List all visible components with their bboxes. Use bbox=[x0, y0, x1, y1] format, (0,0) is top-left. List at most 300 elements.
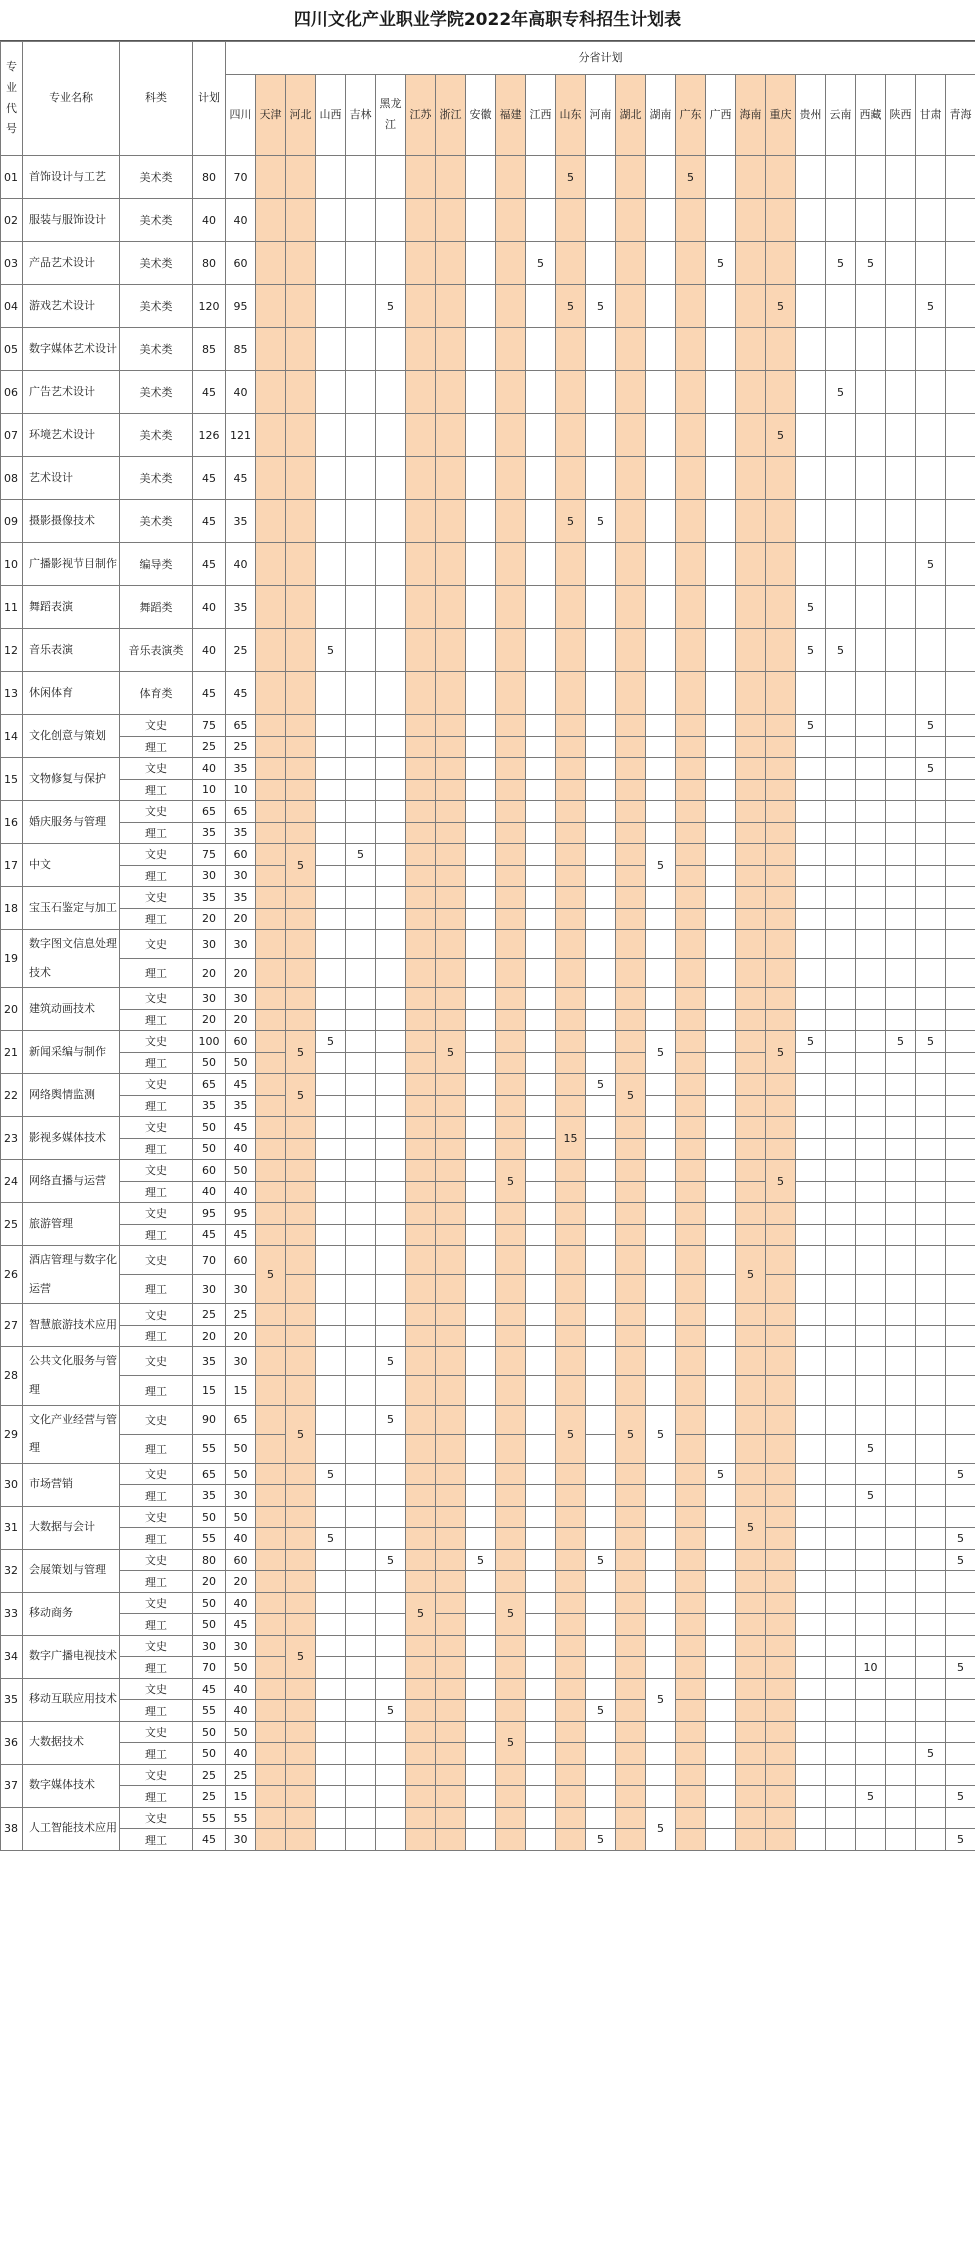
province-cell-11 bbox=[556, 822, 586, 844]
province-cell-2 bbox=[286, 1246, 316, 1275]
province-cell-11 bbox=[556, 1678, 586, 1700]
province-cell-2 bbox=[286, 1786, 316, 1808]
province-cell-6 bbox=[406, 908, 436, 930]
province-cell-7 bbox=[436, 1786, 466, 1808]
province-cell-23 bbox=[916, 801, 946, 823]
province-cell-3 bbox=[316, 199, 346, 242]
province-cell-14: 5 bbox=[646, 1678, 676, 1721]
province-cell-15 bbox=[676, 1347, 706, 1376]
province-cell-24: 5 bbox=[946, 1549, 975, 1571]
province-cell-9 bbox=[496, 199, 526, 242]
province-cell-4 bbox=[346, 285, 376, 328]
plan-total-cell: 65 bbox=[193, 801, 226, 823]
table-body bbox=[1, 156, 975, 1851]
province-cell-14 bbox=[646, 908, 676, 930]
province-cell-8 bbox=[466, 371, 496, 414]
province-cell-8 bbox=[466, 1325, 496, 1347]
province-cell-1 bbox=[256, 500, 286, 543]
province-header: 河南 bbox=[586, 75, 616, 156]
province-cell-21 bbox=[856, 199, 886, 242]
province-cell-14 bbox=[646, 959, 676, 988]
province-cell-13 bbox=[616, 758, 646, 780]
province-cell-5 bbox=[376, 1304, 406, 1326]
province-cell-13 bbox=[616, 1304, 646, 1326]
province-cell-19 bbox=[796, 1181, 826, 1203]
province-cell-6 bbox=[406, 1764, 436, 1786]
province-cell-6 bbox=[406, 801, 436, 823]
province-cell-24 bbox=[946, 1506, 975, 1528]
province-cell-14 bbox=[646, 543, 676, 586]
province-cell-11 bbox=[556, 1052, 586, 1074]
province-cell-21 bbox=[856, 1074, 886, 1096]
province-cell-22 bbox=[886, 1829, 916, 1851]
province-header: 海南 bbox=[736, 75, 766, 156]
province-cell-1 bbox=[256, 1224, 286, 1246]
province-cell-3 bbox=[316, 1181, 346, 1203]
province-cell-20 bbox=[826, 1463, 856, 1485]
province-cell-18 bbox=[766, 672, 796, 715]
province-header: 山东 bbox=[556, 75, 586, 156]
province-cell-3 bbox=[316, 1376, 346, 1405]
category-cell: 文史 bbox=[120, 1246, 193, 1275]
province-cell-5 bbox=[376, 1275, 406, 1304]
province-cell-20 bbox=[826, 1434, 856, 1463]
province-cell-14 bbox=[646, 1181, 676, 1203]
province-cell-6 bbox=[406, 1571, 436, 1593]
province-cell-14 bbox=[646, 822, 676, 844]
province-cell-24 bbox=[946, 822, 975, 844]
province-cell-1 bbox=[256, 822, 286, 844]
province-cell-14 bbox=[646, 1786, 676, 1808]
province-cell-10 bbox=[526, 1528, 556, 1550]
province-cell-0: 25 bbox=[226, 736, 256, 758]
province-cell-17 bbox=[736, 1786, 766, 1808]
province-cell-5 bbox=[376, 1592, 406, 1614]
province-cell-2 bbox=[286, 1743, 316, 1765]
province-cell-16 bbox=[706, 887, 736, 909]
province-cell-13 bbox=[616, 1721, 646, 1743]
province-cell-12 bbox=[586, 1721, 616, 1743]
province-cell-18 bbox=[766, 1678, 796, 1700]
province-cell-23 bbox=[916, 414, 946, 457]
province-cell-15 bbox=[676, 586, 706, 629]
province-cell-12 bbox=[586, 1463, 616, 1485]
province-cell-4 bbox=[346, 1347, 376, 1376]
province-cell-22 bbox=[886, 1376, 916, 1405]
province-header: 吉林 bbox=[346, 75, 376, 156]
province-cell-0: 50 bbox=[226, 1463, 256, 1485]
province-cell-19 bbox=[796, 887, 826, 909]
major-code: 12 bbox=[1, 629, 23, 672]
province-cell-17 bbox=[736, 1614, 766, 1636]
province-cell-8 bbox=[466, 844, 496, 866]
province-cell-3 bbox=[316, 865, 346, 887]
province-cell-18 bbox=[766, 156, 796, 199]
province-cell-8 bbox=[466, 1721, 496, 1743]
province-cell-2 bbox=[286, 1528, 316, 1550]
province-cell-1 bbox=[256, 1138, 286, 1160]
province-cell-5 bbox=[376, 908, 406, 930]
province-cell-9 bbox=[496, 1463, 526, 1485]
province-cell-24 bbox=[946, 1721, 975, 1743]
province-cell-23 bbox=[916, 865, 946, 887]
plan-total-cell: 20 bbox=[193, 959, 226, 988]
province-cell-20 bbox=[826, 844, 856, 866]
province-cell-3 bbox=[316, 1160, 346, 1182]
province-cell-12 bbox=[586, 1764, 616, 1786]
province-cell-20 bbox=[826, 1571, 856, 1593]
province-cell-11 bbox=[556, 988, 586, 1010]
province-cell-9 bbox=[496, 156, 526, 199]
province-cell-3 bbox=[316, 672, 346, 715]
category-cell: 理工 bbox=[120, 1743, 193, 1765]
province-cell-23 bbox=[916, 1376, 946, 1405]
province-cell-0: 20 bbox=[226, 908, 256, 930]
province-cell-12 bbox=[586, 1052, 616, 1074]
province-cell-21 bbox=[856, 500, 886, 543]
province-cell-19 bbox=[796, 1743, 826, 1765]
province-cell-22 bbox=[886, 371, 916, 414]
province-cell-23 bbox=[916, 242, 946, 285]
province-cell-9 bbox=[496, 285, 526, 328]
province-cell-1 bbox=[256, 285, 286, 328]
category-cell: 理工 bbox=[120, 1434, 193, 1463]
province-cell-0: 10 bbox=[226, 779, 256, 801]
province-cell-19 bbox=[796, 1138, 826, 1160]
province-cell-13 bbox=[616, 1635, 646, 1657]
province-cell-18 bbox=[766, 736, 796, 758]
province-cell-20 bbox=[826, 1678, 856, 1700]
province-cell-19 bbox=[796, 1325, 826, 1347]
province-cell-8 bbox=[466, 801, 496, 823]
province-cell-22 bbox=[886, 865, 916, 887]
province-cell-3 bbox=[316, 1246, 346, 1275]
province-cell-7 bbox=[436, 1721, 466, 1743]
province-cell-2 bbox=[286, 1325, 316, 1347]
province-cell-22 bbox=[886, 1246, 916, 1275]
province-cell-21 bbox=[856, 1721, 886, 1743]
province-cell-0: 40 bbox=[226, 1181, 256, 1203]
province-cell-13 bbox=[616, 988, 646, 1010]
province-cell-23: 5 bbox=[916, 1031, 946, 1053]
province-cell-5 bbox=[376, 779, 406, 801]
province-cell-5 bbox=[376, 1376, 406, 1405]
province-cell-13 bbox=[616, 1117, 646, 1139]
province-cell-3 bbox=[316, 988, 346, 1010]
province-cell-3 bbox=[316, 1614, 346, 1636]
province-cell-11 bbox=[556, 1463, 586, 1485]
province-cell-8 bbox=[466, 1764, 496, 1786]
province-cell-16 bbox=[706, 1347, 736, 1376]
table-row bbox=[1, 1807, 975, 1829]
province-cell-24: 5 bbox=[946, 1528, 975, 1550]
plan-total-cell: 45 bbox=[193, 543, 226, 586]
province-cell-11 bbox=[556, 672, 586, 715]
province-cell-11 bbox=[556, 586, 586, 629]
province-cell-3 bbox=[316, 156, 346, 199]
province-cell-11 bbox=[556, 736, 586, 758]
province-cell-17 bbox=[736, 1009, 766, 1031]
province-cell-15 bbox=[676, 1074, 706, 1096]
province-cell-9 bbox=[496, 1376, 526, 1405]
province-cell-2 bbox=[286, 242, 316, 285]
province-cell-13 bbox=[616, 1275, 646, 1304]
province-cell-7 bbox=[436, 1138, 466, 1160]
province-cell-17 bbox=[736, 199, 766, 242]
province-cell-24 bbox=[946, 457, 975, 500]
province-cell-4 bbox=[346, 1304, 376, 1326]
province-cell-1 bbox=[256, 1506, 286, 1528]
province-cell-10 bbox=[526, 586, 556, 629]
province-cell-16 bbox=[706, 1117, 736, 1139]
province-cell-7 bbox=[436, 629, 466, 672]
province-cell-7 bbox=[436, 715, 466, 737]
province-cell-14 bbox=[646, 1657, 676, 1679]
province-cell-24 bbox=[946, 779, 975, 801]
province-cell-9 bbox=[496, 1571, 526, 1593]
province-cell-15 bbox=[676, 959, 706, 988]
province-cell-24 bbox=[946, 285, 975, 328]
province-cell-20 bbox=[826, 285, 856, 328]
province-cell-14 bbox=[646, 1246, 676, 1275]
province-cell-21 bbox=[856, 629, 886, 672]
province-cell-14 bbox=[646, 801, 676, 823]
major-code: 31 bbox=[1, 1506, 23, 1549]
province-cell-10 bbox=[526, 1095, 556, 1117]
province-cell-7 bbox=[436, 1700, 466, 1722]
province-cell-12 bbox=[586, 328, 616, 371]
table-row bbox=[1, 822, 975, 844]
province-cell-22 bbox=[886, 1528, 916, 1550]
province-cell-9 bbox=[496, 1807, 526, 1829]
province-cell-22 bbox=[886, 1224, 916, 1246]
province-cell-9 bbox=[496, 629, 526, 672]
category-cell: 美术类 bbox=[120, 500, 193, 543]
table-row bbox=[1, 715, 975, 737]
province-cell-5 bbox=[376, 1764, 406, 1786]
province-cell-19 bbox=[796, 1700, 826, 1722]
province-cell-23 bbox=[916, 1275, 946, 1304]
province-cell-8 bbox=[466, 285, 496, 328]
province-cell-21 bbox=[856, 1571, 886, 1593]
province-cell-1 bbox=[256, 1160, 286, 1182]
province-cell-9 bbox=[496, 1528, 526, 1550]
table-row bbox=[1, 1074, 975, 1096]
major-code: 29 bbox=[1, 1405, 23, 1463]
table-row bbox=[1, 1506, 975, 1528]
province-cell-2 bbox=[286, 822, 316, 844]
table-row bbox=[1, 543, 975, 586]
province-cell-10 bbox=[526, 959, 556, 988]
province-cell-14 bbox=[646, 1635, 676, 1657]
province-cell-6 bbox=[406, 865, 436, 887]
table-row bbox=[1, 1463, 975, 1485]
province-cell-5 bbox=[376, 1325, 406, 1347]
province-cell-23 bbox=[916, 1304, 946, 1326]
province-cell-17 bbox=[736, 242, 766, 285]
province-cell-22 bbox=[886, 199, 916, 242]
province-cell-19 bbox=[796, 1592, 826, 1614]
table-row bbox=[1, 1614, 975, 1636]
province-cell-11 bbox=[556, 1721, 586, 1743]
province-cell-2 bbox=[286, 1138, 316, 1160]
plan-total-cell: 20 bbox=[193, 908, 226, 930]
province-cell-1 bbox=[256, 1635, 286, 1657]
province-cell-7 bbox=[436, 242, 466, 285]
province-cell-23 bbox=[916, 1246, 946, 1275]
province-cell-10 bbox=[526, 1743, 556, 1765]
province-cell-5 bbox=[376, 959, 406, 988]
province-cell-23 bbox=[916, 1181, 946, 1203]
province-cell-2 bbox=[286, 285, 316, 328]
province-cell-22 bbox=[886, 1700, 916, 1722]
province-cell-0: 65 bbox=[226, 1405, 256, 1434]
province-cell-20 bbox=[826, 1347, 856, 1376]
province-cell-20 bbox=[826, 457, 856, 500]
major-name: 旅游管理 bbox=[23, 1203, 120, 1246]
province-cell-2 bbox=[286, 1807, 316, 1829]
province-cell-9 bbox=[496, 672, 526, 715]
major-code: 14 bbox=[1, 715, 23, 758]
province-cell-0: 40 bbox=[226, 371, 256, 414]
province-cell-20 bbox=[826, 959, 856, 988]
province-cell-11 bbox=[556, 629, 586, 672]
category-cell: 文史 bbox=[120, 1678, 193, 1700]
province-cell-14 bbox=[646, 1224, 676, 1246]
province-cell-9 bbox=[496, 844, 526, 866]
province-cell-19 bbox=[796, 779, 826, 801]
province-cell-17 bbox=[736, 1678, 766, 1700]
province-header: 江西 bbox=[526, 75, 556, 156]
province-cell-5 bbox=[376, 988, 406, 1010]
province-cell-8 bbox=[466, 672, 496, 715]
province-cell-6 bbox=[406, 371, 436, 414]
plan-total-cell: 120 bbox=[193, 285, 226, 328]
province-cell-18 bbox=[766, 1592, 796, 1614]
province-cell-4 bbox=[346, 988, 376, 1010]
province-cell-9 bbox=[496, 801, 526, 823]
province-cell-2 bbox=[286, 1009, 316, 1031]
province-cell-24 bbox=[946, 1181, 975, 1203]
plan-total-cell: 35 bbox=[193, 887, 226, 909]
province-cell-18 bbox=[766, 822, 796, 844]
category-cell: 理工 bbox=[120, 1700, 193, 1722]
province-cell-7 bbox=[436, 586, 466, 629]
province-cell-10: 5 bbox=[526, 242, 556, 285]
province-cell-22 bbox=[886, 285, 916, 328]
province-cell-7 bbox=[436, 1434, 466, 1463]
province-cell-2 bbox=[286, 371, 316, 414]
table-row bbox=[1, 988, 975, 1010]
province-cell-22 bbox=[886, 1052, 916, 1074]
province-cell-5 bbox=[376, 1635, 406, 1657]
table-row bbox=[1, 779, 975, 801]
table-row bbox=[1, 1095, 975, 1117]
major-code: 03 bbox=[1, 242, 23, 285]
province-cell-22 bbox=[886, 1571, 916, 1593]
province-cell-12 bbox=[586, 1347, 616, 1376]
province-cell-14 bbox=[646, 1592, 676, 1614]
province-cell-19 bbox=[796, 156, 826, 199]
province-cell-0: 25 bbox=[226, 629, 256, 672]
province-cell-8 bbox=[466, 1657, 496, 1679]
province-cell-6 bbox=[406, 328, 436, 371]
province-cell-18 bbox=[766, 758, 796, 780]
province-cell-19 bbox=[796, 1203, 826, 1225]
province-cell-16 bbox=[706, 1203, 736, 1225]
province-cell-13 bbox=[616, 1700, 646, 1722]
province-cell-13 bbox=[616, 414, 646, 457]
province-cell-12 bbox=[586, 457, 616, 500]
province-cell-0: 15 bbox=[226, 1786, 256, 1808]
plan-total-cell: 65 bbox=[193, 1074, 226, 1096]
province-cell-19 bbox=[796, 988, 826, 1010]
province-cell-10 bbox=[526, 1009, 556, 1031]
province-cell-7 bbox=[436, 1074, 466, 1096]
province-cell-15 bbox=[676, 1224, 706, 1246]
province-cell-20 bbox=[826, 908, 856, 930]
major-code: 38 bbox=[1, 1807, 23, 1850]
province-cell-14: 5 bbox=[646, 1031, 676, 1074]
province-cell-24 bbox=[946, 1304, 975, 1326]
province-cell-18 bbox=[766, 1138, 796, 1160]
province-cell-8 bbox=[466, 1635, 496, 1657]
province-cell-6 bbox=[406, 715, 436, 737]
category-cell: 文史 bbox=[120, 1592, 193, 1614]
province-cell-6 bbox=[406, 414, 436, 457]
province-cell-19 bbox=[796, 1829, 826, 1851]
province-cell-24 bbox=[946, 1138, 975, 1160]
province-cell-19: 5 bbox=[796, 1031, 826, 1053]
province-cell-20 bbox=[826, 1786, 856, 1808]
province-cell-13 bbox=[616, 1786, 646, 1808]
province-cell-16 bbox=[706, 1700, 736, 1722]
table-row bbox=[1, 1203, 975, 1225]
province-cell-4 bbox=[346, 1549, 376, 1571]
table-row bbox=[1, 500, 975, 543]
province-cell-7 bbox=[436, 1807, 466, 1829]
province-cell-22 bbox=[886, 1203, 916, 1225]
province-cell-22 bbox=[886, 715, 916, 737]
province-cell-21 bbox=[856, 1528, 886, 1550]
plan-total-cell: 75 bbox=[193, 844, 226, 866]
province-cell-17 bbox=[736, 1592, 766, 1614]
province-cell-10 bbox=[526, 779, 556, 801]
province-cell-12 bbox=[586, 1376, 616, 1405]
province-cell-1 bbox=[256, 1095, 286, 1117]
province-cell-7 bbox=[436, 1657, 466, 1679]
province-cell-22 bbox=[886, 1347, 916, 1376]
province-cell-3 bbox=[316, 1405, 346, 1434]
province-cell-11 bbox=[556, 1700, 586, 1722]
province-cell-16 bbox=[706, 1434, 736, 1463]
province-cell-7 bbox=[436, 457, 466, 500]
province-cell-17 bbox=[736, 959, 766, 988]
province-cell-11 bbox=[556, 1031, 586, 1053]
province-cell-9 bbox=[496, 758, 526, 780]
category-cell: 舞蹈类 bbox=[120, 586, 193, 629]
province-cell-6 bbox=[406, 1376, 436, 1405]
province-cell-5 bbox=[376, 457, 406, 500]
province-cell-10 bbox=[526, 1614, 556, 1636]
province-cell-3 bbox=[316, 1592, 346, 1614]
province-cell-22 bbox=[886, 1635, 916, 1657]
province-cell-9 bbox=[496, 865, 526, 887]
province-cell-4 bbox=[346, 1074, 376, 1096]
province-cell-12 bbox=[586, 1031, 616, 1053]
province-cell-2 bbox=[286, 1463, 316, 1485]
province-cell-12 bbox=[586, 371, 616, 414]
